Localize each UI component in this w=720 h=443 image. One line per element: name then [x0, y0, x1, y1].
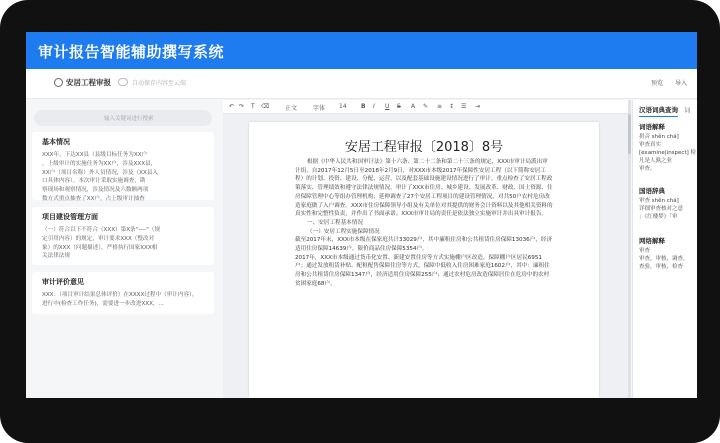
section-heading: 词语解释: [639, 123, 665, 131]
document-paragraph: 根据《中华人民共和国审计法》第十六条、第二十二条和第二十三条的规定，XXX市审计局派出审计组，自2017年12月5日至2018年2月9日，对XXX市本级2017年保障性安居工程（以下简称安居工程）的计划、投资、建设、分配、运营，以及配套基础设施建设情况进行了审计。重点检查了安居工程政策落实、管理绩效和遵守法律法规情况，审计了XXX市住房、城乡建设、发展改革、财政、国土资源、住房保障管理中心等组办管理机构；延伸调查了27个安居工程项目的建设管理情况，对共50户农村危房改造家庭做了入户调查。XXX市住房保障领导小组及有关单位对其提供的财务会计资料以及其他相关资料的真实性和完整性负责，并作出了书面承诺。XXX市审计局的责任是依法独立实施审计并出具审计报告。: [295, 159, 553, 218]
dictionary-section: [639, 236, 697, 271]
definition-line: 审查真实: [639, 142, 662, 148]
card-line: 进行中(检查工作任务)，需要进一步改进XXX，...: [42, 300, 164, 307]
indent-icon[interactable]: ⇥: [475, 103, 481, 110]
card-body: [42, 226, 206, 261]
redo-icon[interactable]: ↷: [239, 103, 245, 110]
definition-line: 审查 shěn chá]: [639, 198, 679, 204]
definition-line: 」《红楼梦》「审: [639, 214, 678, 220]
document-tab-bar: [26, 69, 697, 99]
card-title: 项目建设管理方面: [42, 213, 98, 221]
underline-button[interactable]: U: [385, 103, 390, 110]
definition-line: [examine|inspect] 检: [639, 150, 696, 156]
align-left-button[interactable]: ≡: [437, 103, 443, 110]
list-button[interactable]: ☰: [461, 103, 467, 110]
strikethrough-button[interactable]: S: [397, 103, 401, 110]
card-line: ，上级审计的实施任务为XX户，涉及XXX县，: [42, 160, 157, 167]
dictionary-section: [639, 186, 697, 221]
document-icon: [54, 78, 63, 87]
card-line: 定引用内容）的规定，审计要求XXX（整改对: [42, 235, 155, 242]
template-card[interactable]: [32, 132, 214, 200]
editor-area: [223, 100, 631, 398]
font-color-icon[interactable]: A: [411, 103, 416, 110]
paragraph-style-select[interactable]: 正文: [285, 105, 298, 112]
definition-line: 审查，审核，调查，: [639, 256, 689, 262]
font-size-select[interactable]: 14: [339, 103, 347, 110]
document-page[interactable]: [249, 122, 599, 398]
card-line: 察现场和观察情况，涉及情况及六数额两项: [42, 187, 149, 194]
card-line: 数方式重点抽查了XX户。占上级审计抽查: [42, 195, 145, 202]
card-line: 象）的XXX（问题描述），严格执行国家XXX相: [42, 244, 158, 251]
card-line: XX户（项目名称）外人员情况，涉及（XX县入: [42, 169, 159, 176]
app-window: [26, 32, 697, 398]
card-body: [42, 291, 206, 309]
export-button[interactable]: 导入: [674, 80, 687, 87]
search-input[interactable]: 输入关键词进行搜索: [34, 110, 212, 126]
card-line: 关法律法规: [42, 253, 70, 260]
scrollbar-thumb[interactable]: [628, 114, 631, 154]
card-line: 口具体内容）。本次审计采取实施调查，勘: [42, 178, 146, 185]
dictionary-tabs: [639, 105, 691, 114]
card-line: XXX：（项目审计结果总体评价）在XXXX过程中（审计内容），: [42, 292, 198, 298]
preview-button[interactable]: 预览: [650, 80, 663, 87]
definition-line: 详细审查核对之意: [639, 206, 684, 212]
card-line: （一）符合以下不符合（XXX）第X条"----"（规: [42, 227, 161, 233]
dictionary-section: [639, 122, 697, 173]
document-paragraph: 截至2017年末，XXX市本级在保家庭共计33029户，其中廉租住房和公共租赁住房保障13036户，经济适用住房保障14639户，限价商品住房保障5354户。: [295, 237, 553, 253]
tab-dictionary[interactable]: 汉语词典查询: [639, 106, 678, 117]
card-title: 审计评价意见: [42, 278, 84, 286]
autosave-status: 自动保存内容至云端: [132, 80, 187, 87]
template-sidebar: [26, 100, 222, 398]
cloud-icon: [118, 78, 128, 86]
template-card[interactable]: [32, 272, 214, 314]
dictionary-panel: [632, 100, 697, 398]
definition-line: 审查。: [639, 166, 656, 172]
card-body: [42, 151, 206, 204]
definition-line: 审查: [639, 248, 651, 254]
italic-button[interactable]: I: [373, 103, 375, 110]
document-subheading: （一）安居工程实施保障情况: [307, 228, 380, 235]
document-paragraph: 2017年，XXX市本级通过货币化安置、新建安置住房等方式实施棚户区改造，保障棚户区居民6951户；通过发放租赁补贴、配租配售保障住房等方式，保障中低收入住房困难家庭1602户，其中：廉租住房和公共租赁住房保障1347户，经济适用住房保障255户；通过农村危房改造保障居住在危房中的农村贫困家庭68户。: [295, 254, 550, 287]
formatting-toolbar: [223, 100, 631, 114]
definition-line: 凡是人孰之业: [639, 158, 673, 164]
document-body[interactable]: [295, 158, 553, 289]
card-line: XXX年，下达XX县（县级目标任务为XX户: [42, 152, 148, 158]
highlight-icon[interactable]: ✎: [423, 103, 429, 110]
document-heading: 一、安居工程基本情况: [307, 219, 363, 226]
template-card[interactable]: [32, 207, 214, 265]
document-title: 安居工程审报〔2018〕8号: [344, 140, 504, 155]
undo-icon[interactable]: ↶: [229, 103, 235, 110]
app-title: 审计报告智能辅助撰写系统: [38, 43, 225, 61]
section-heading: 国语辞典: [639, 187, 665, 195]
line-spacing-icon[interactable]: ↕: [449, 103, 455, 110]
app-header: [26, 32, 697, 69]
format-painter-icon[interactable]: T: [251, 103, 255, 110]
font-family-select[interactable]: 字体: [313, 105, 326, 112]
definition-line: 查验，审核，检查: [639, 264, 684, 270]
card-title: 基本情况: [42, 138, 70, 146]
tab-other[interactable]: 词: [684, 106, 691, 114]
clear-format-icon[interactable]: ⌫: [261, 103, 270, 110]
section-heading: 网络解释: [639, 237, 665, 245]
definition-line: 拼音 shěn chá]: [639, 134, 679, 140]
bold-button[interactable]: B: [361, 103, 366, 110]
document-name-tab[interactable]: 安居工程审报: [66, 78, 111, 87]
